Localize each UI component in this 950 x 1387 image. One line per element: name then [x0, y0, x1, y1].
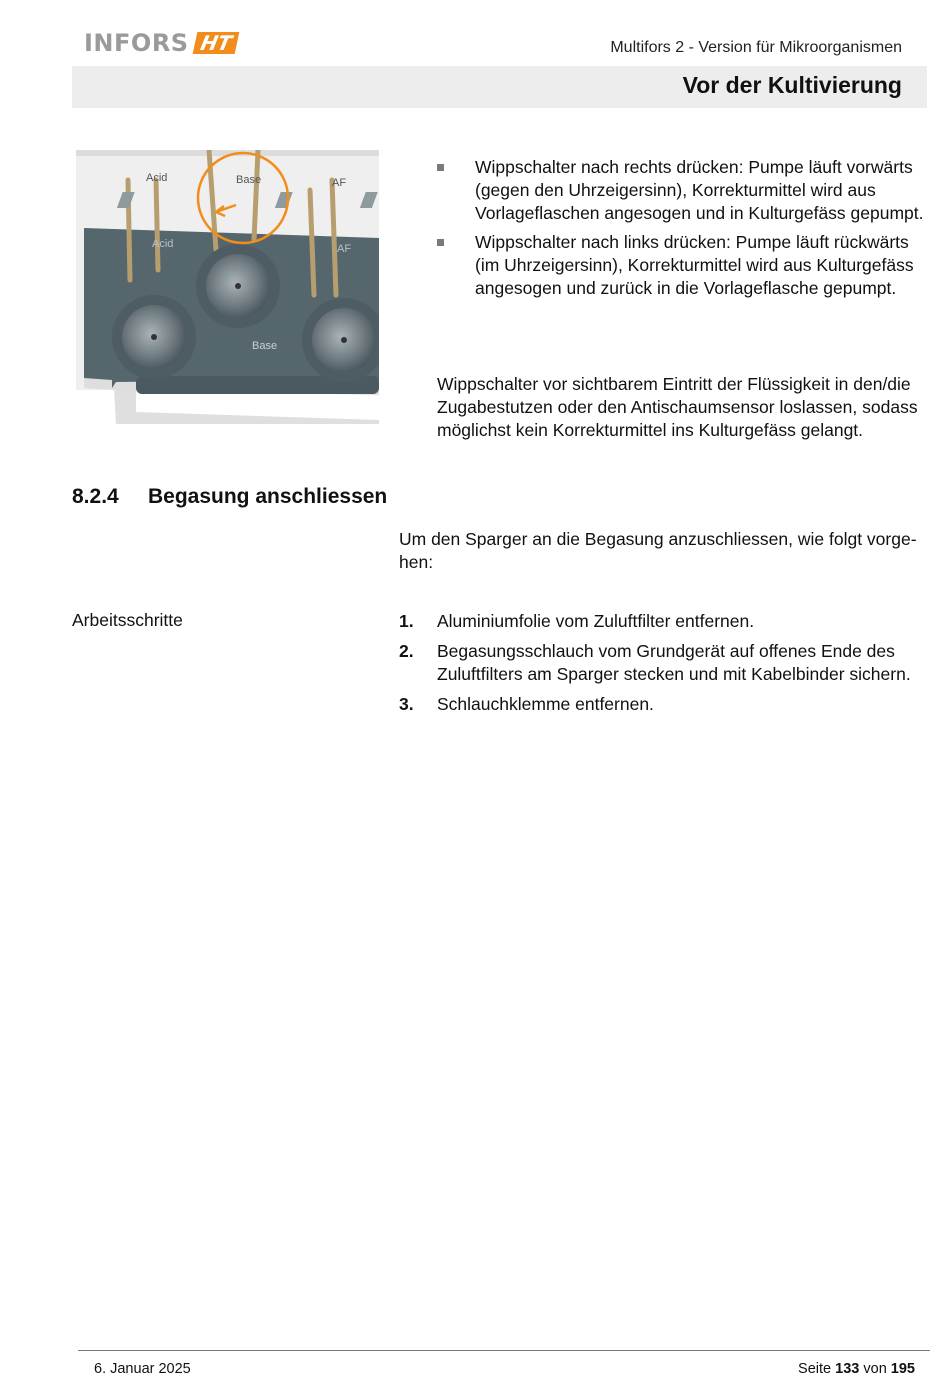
list-item — [437, 231, 927, 300]
page-number — [798, 1361, 915, 1377]
logo-text: INFORS — [84, 29, 189, 57]
pump-panel-illustration — [76, 150, 379, 424]
label-acid-front: Acid — [152, 238, 174, 250]
section-number: 8.2.4 — [72, 485, 119, 508]
label-af-top: AF — [332, 177, 347, 189]
infors-ht-logo — [84, 30, 237, 56]
section-intro: Um den Sparger an die Begasung anzuschliessen, wie folgt vorgehen: — [399, 529, 917, 572]
list-item — [437, 156, 927, 225]
steps-label: Arbeitsschritte — [72, 610, 183, 630]
pump-panel-figure — [76, 150, 379, 424]
bullet-text: Wippschalter nach links drücken: Pumpe läuft rückwärts (im Uhrzeigersinn), Korrekturmittel wird aus Kulturgefäss angesogen und zurück in die Vorlageflasche gepumpt. — [475, 232, 914, 298]
work-steps-list — [399, 610, 929, 723]
bullet-square-icon — [437, 239, 444, 246]
step-number: 1. — [399, 611, 414, 631]
step-item — [399, 693, 929, 716]
page-current: 133 — [835, 1361, 860, 1377]
document-title: Multifors 2 - Version für Mikroorganismen — [610, 39, 902, 56]
step-text: Aluminiumfolie vom Zuluftfilter entfernen. — [437, 611, 755, 631]
label-base-top: Base — [236, 174, 262, 186]
label-af-front: AF — [337, 243, 352, 255]
logo-badge: HT — [192, 32, 239, 54]
step-text: Begasungsschlauch vom Grundgerät auf offenes Ende des Zuluftfilters am Sparger stecken und mit Kabelbinder sichern. — [437, 641, 911, 684]
label-base-front: Base — [252, 340, 278, 352]
step-number: 3. — [399, 694, 414, 714]
footer-divider — [78, 1350, 930, 1351]
bullet-square-icon — [437, 164, 444, 171]
section-title: Begasung anschliessen — [148, 485, 388, 508]
footer-date: 6. Januar 2025 — [94, 1361, 191, 1377]
page-sep: von — [863, 1361, 887, 1377]
bullet-text: Wippschalter nach rechts drücken: Pumpe läuft vorwärts (gegen den Uhrzeigersinn), Korrekturmittel wird aus Vorlageflaschen angesogen und in Kulturgefäss gepumpt. — [475, 157, 924, 223]
step-item — [399, 610, 929, 633]
page-prefix: Seite — [798, 1361, 832, 1377]
page-total: 195 — [890, 1361, 915, 1377]
release-switch-note: Wippschalter vor sichtbarem Eintritt der Flüssigkeit in den/die Zugabestutzen oder den Antischaumsensor loslassen, sodass möglichst kein Korrekturmittel ins Kulturgefäss gelangt. — [437, 374, 918, 440]
step-number: 2. — [399, 641, 414, 661]
rocker-switch-instructions — [437, 156, 927, 306]
chapter-title: Vor der Kultivierung — [682, 72, 902, 98]
step-item — [399, 640, 929, 686]
label-acid-top: Acid — [146, 172, 168, 184]
step-text: Schlauchklemme entfernen. — [437, 694, 654, 714]
